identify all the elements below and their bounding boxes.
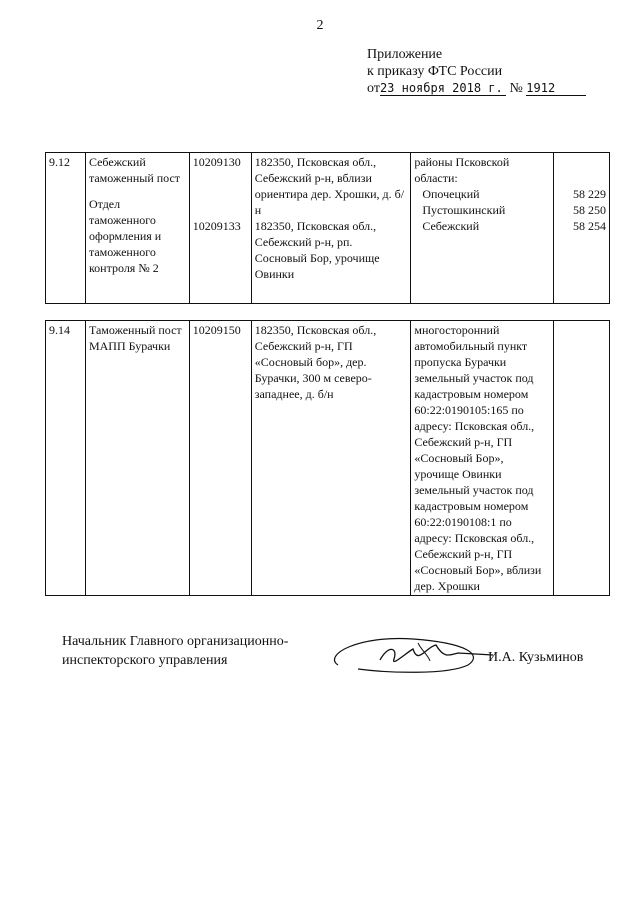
district-name: Пустошкинский [422, 203, 506, 217]
empty-code-cell [554, 321, 610, 596]
region-cell [411, 153, 554, 304]
post-address-cell [251, 153, 411, 304]
post-address: 182350, Псковская обл., Себежский р-н, вблизи ориентира дер. Хрошки, д. б/н [254, 155, 405, 217]
appendix-order-line [367, 80, 586, 97]
district-name: Опочецкий [422, 187, 480, 201]
signatory-name: И.А. Кузьминов [488, 650, 584, 665]
position-line-1: Начальник Главного организационно- [62, 634, 289, 649]
post-code: 10209133 [192, 219, 241, 233]
order-date: 23 ноября 2018 г. [380, 81, 506, 96]
post-code-cell [189, 153, 251, 304]
appendix-order-ref: к приказу ФТС России [367, 64, 503, 79]
region-heading: районы Псковской области: [414, 155, 510, 185]
appendix-title: Приложение [367, 47, 443, 62]
handwritten-signature [318, 625, 493, 680]
row-number: 9.14 [46, 321, 86, 596]
table-row-9-14 [45, 320, 610, 596]
page-number: 2 [316, 18, 324, 33]
district-code: 58 229 [573, 187, 606, 201]
checkpoint-description: многосторонний автомобильный пункт пропуска Бурачки земельный участок под кадастровым номером 60:22:0190105:165 по адресу: Псковская обл., Себежский р-н, ГП «Сосновый Бор», урочище Овинки земельный участок под кадастровым номером 60:22:0190108:1 по адресу: Псковская обл., Себежский р-н, ГП «Сосновый Бор», вблизи дер. Хрошки [411, 321, 554, 596]
order-number-sign: № [509, 81, 523, 96]
position-line-2: инспекторского управления [62, 653, 228, 668]
post-code: 10209130 [192, 155, 241, 169]
post-address: 182350, Псковская обл., Себежский р-н, рп. Сосновый Бор, урочище Овинки [254, 219, 380, 281]
table-row-9-12 [45, 152, 610, 304]
post-name: Таможенный пост МАПП Бурачки [85, 321, 189, 596]
order-number: 1912 [526, 81, 586, 96]
order-date-prefix: от [367, 81, 380, 96]
post-address: 182350, Псковская обл., Себежский р-н, ГП «Сосновый бор», дер. Бурачки, 300 м северо-западнее, д. б/н [251, 321, 411, 596]
district-code: 58 254 [573, 219, 606, 233]
post-name: Себежский таможенный пост [88, 155, 181, 185]
district-name: Себежский [422, 219, 480, 233]
district-code-cell [554, 153, 610, 304]
post-name-cell [85, 153, 189, 304]
post-name: Отдел таможенного оформления и таможенного контроля № 2 [88, 197, 162, 275]
appendix-header [367, 46, 586, 97]
signatory-position [62, 632, 288, 670]
row-number: 9.12 [46, 153, 86, 304]
post-code: 10209150 [189, 321, 251, 596]
district-code: 58 250 [573, 203, 606, 217]
